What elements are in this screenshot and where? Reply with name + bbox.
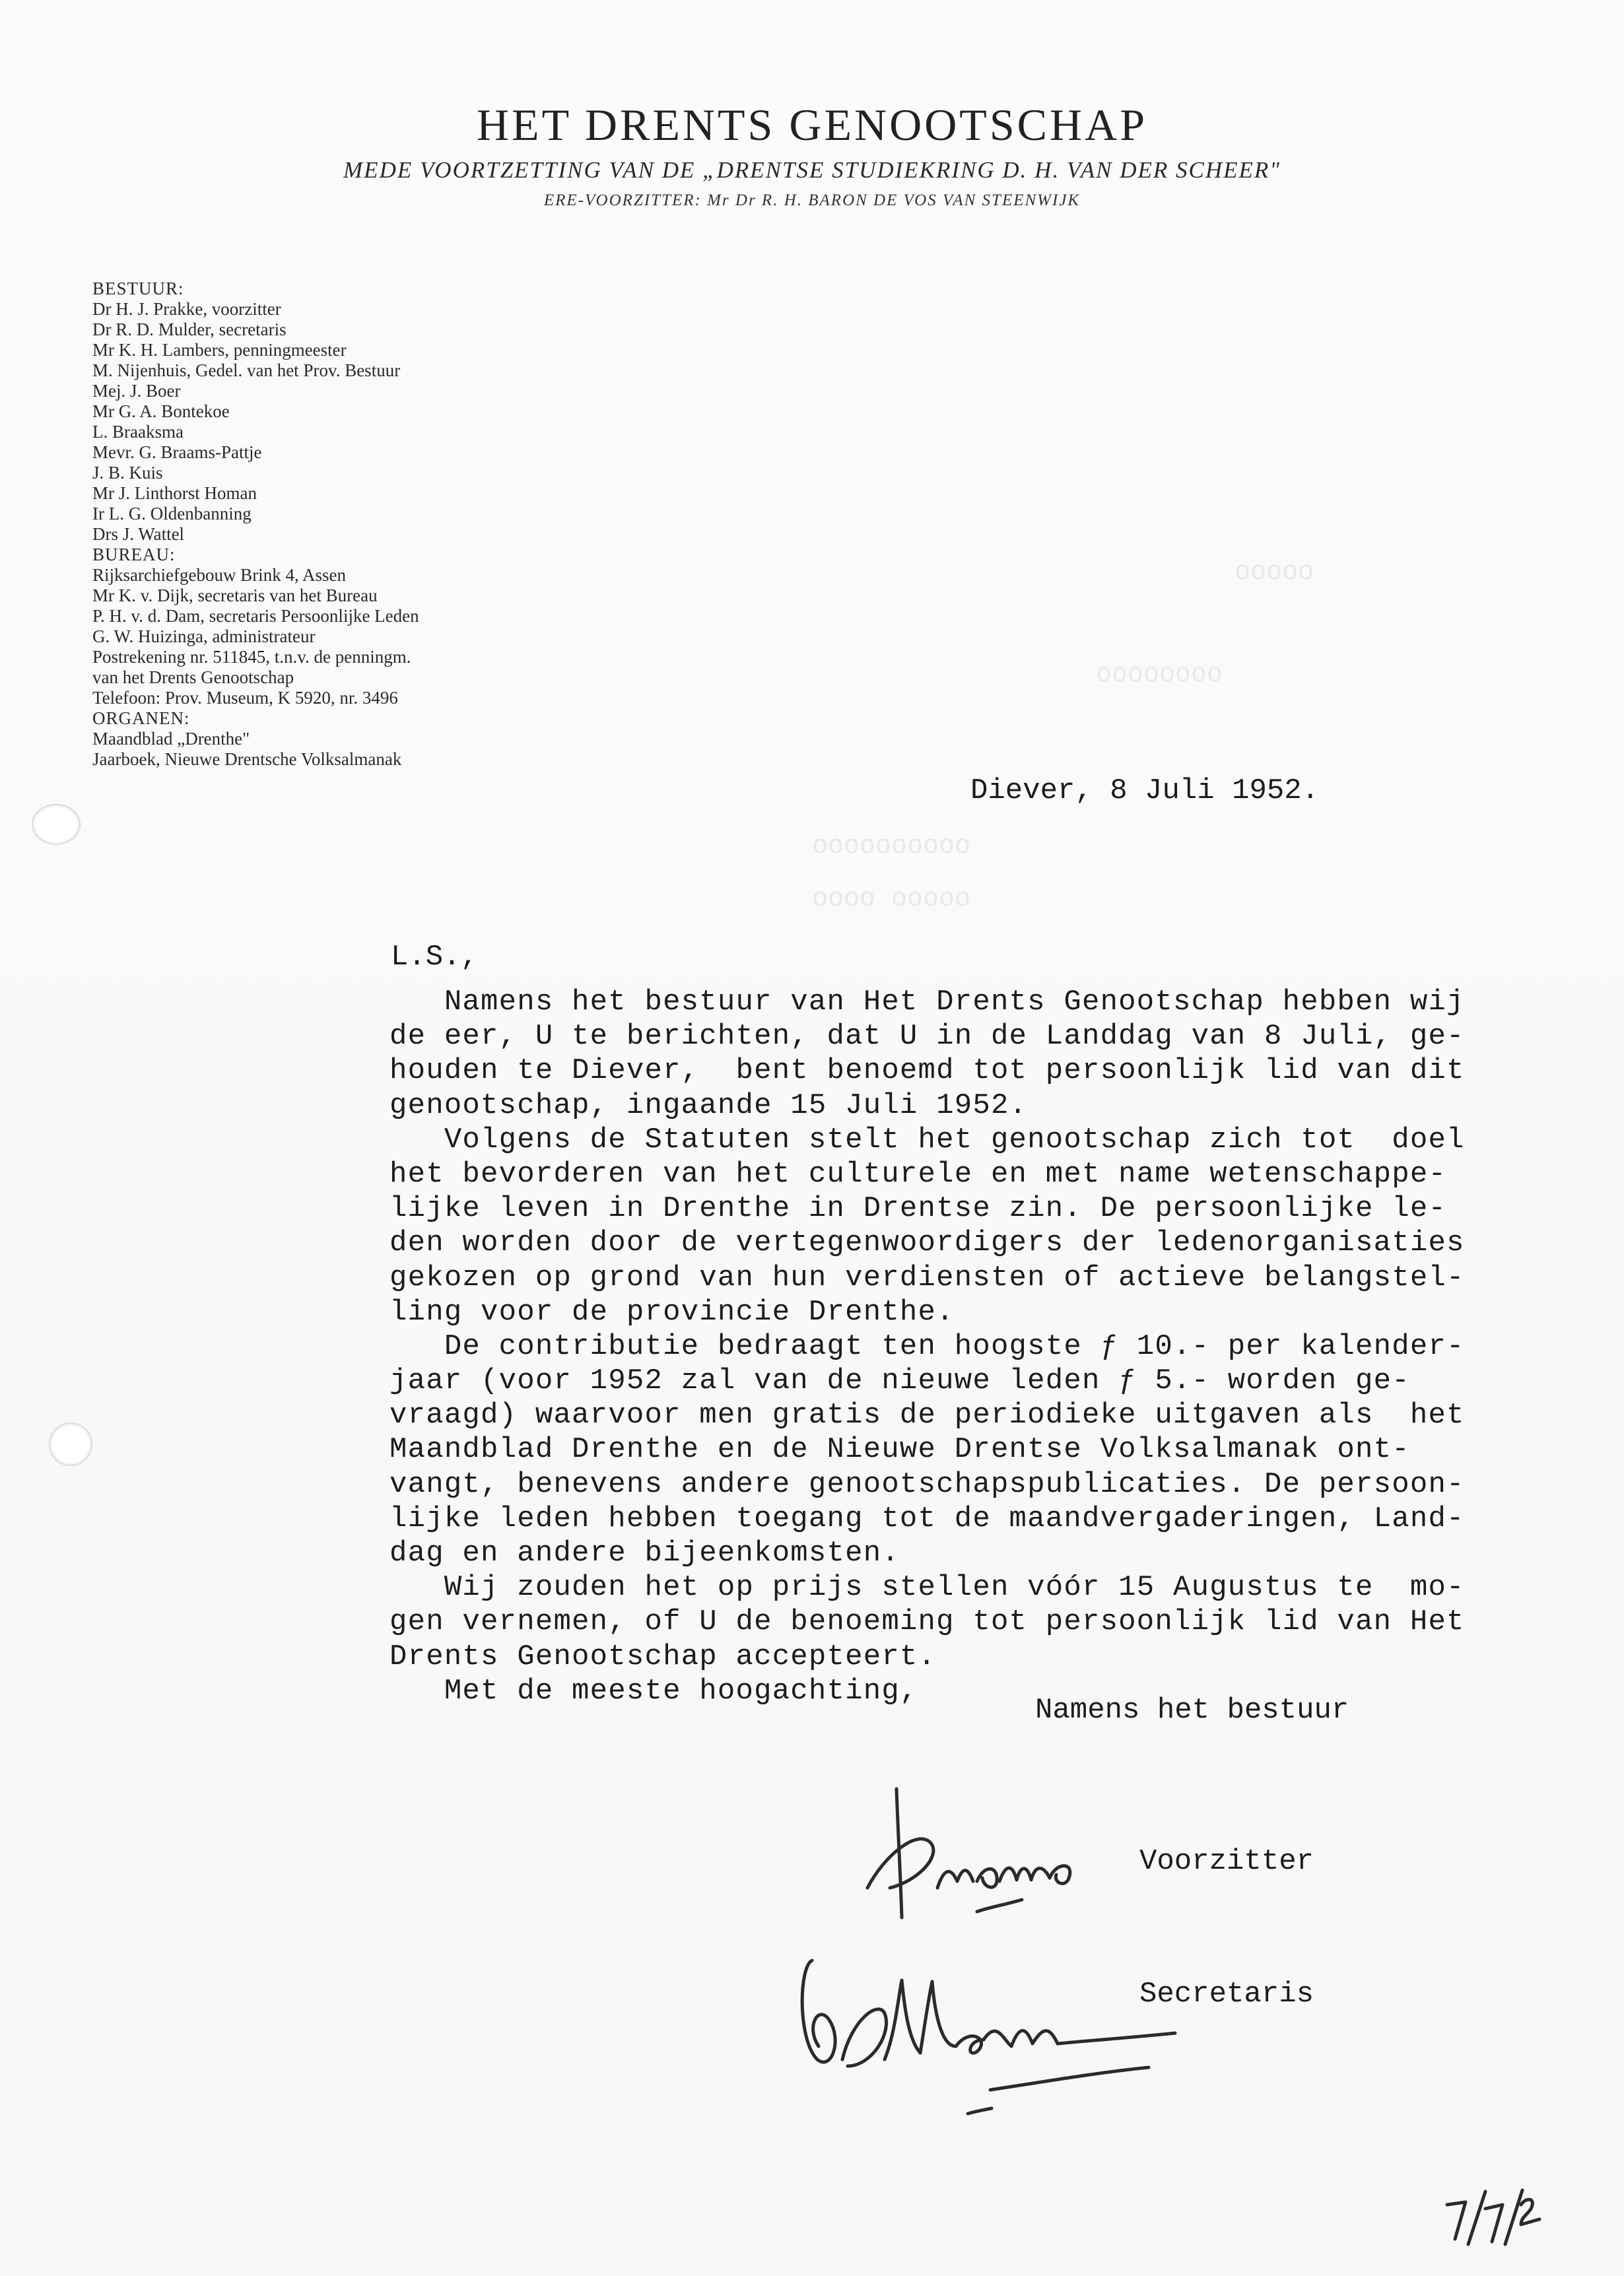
letterhead-subtitle: MEDE VOORTZETTING VAN DE „DRENTSE STUDIEKRING D. H. VAN DER SCHEER" xyxy=(343,157,1281,183)
body-line: jaar (voor 1952 zal van de nieuwe leden ƒ 5.- worden ge- xyxy=(389,1364,1410,1398)
body-line: vangt, benevens andere genootschapspublicaties. De persoon- xyxy=(389,1467,1465,1501)
bureau-line: Rijksarchiefgebouw Brink 4, Assen xyxy=(92,565,346,585)
secretary-signature xyxy=(779,1941,1201,2132)
letterhead-title: HET DRENTS GENOOTSCHAP xyxy=(476,100,1148,150)
corner-date-note xyxy=(1439,2178,1551,2258)
letter-closing: Namens het bestuur xyxy=(1035,1694,1349,1727)
body-line: Namens het bestuur van Het Drents Genootschap hebben wij xyxy=(389,986,1465,1019)
body-line: vraagd) waarvoor men gratis de periodieke uitgaven als het xyxy=(389,1399,1465,1432)
body-line: lijke leven in Drenthe in Drentse zin. De persoonlijke le- xyxy=(389,1192,1447,1226)
bureau-line: van het Drents Genootschap xyxy=(92,667,294,687)
bestuur-member: M. Nijenhuis, Gedel. van het Prov. Bestuur xyxy=(92,360,401,380)
show-through-text: oooooooooo xyxy=(812,832,971,861)
body-line: Maandblad Drenthe en de Nieuwe Drentse Volksalmanak ont- xyxy=(389,1433,1410,1467)
body-line: Drents Genootschap accepteert. xyxy=(389,1640,937,1673)
bestuur-member: J. B. Kuis xyxy=(92,463,163,483)
punch-hole xyxy=(49,1422,92,1466)
body-line: genootschap, ingaande 15 Juli 1952. xyxy=(389,1088,1028,1122)
bureau-heading: BUREAU: xyxy=(92,545,176,564)
bureau-line: Postrekening nr. 511845, t.n.v. de penningm. xyxy=(92,647,411,667)
show-through-text: ooooo xyxy=(1235,558,1314,587)
organen-line: Jaarboek, Nieuwe Drentsche Volksalmanak xyxy=(92,749,402,769)
body-line: ling voor de provincie Drenthe. xyxy=(389,1295,955,1329)
body-line: houden te Diever, bent benoemd tot persoonlijk lid van dit xyxy=(389,1054,1465,1088)
chair-signature xyxy=(858,1782,1109,1934)
bestuur-heading: BESTUUR: xyxy=(92,279,184,298)
letterhead-honorary-chair: ERE-VOORZITTER: Mr Dr R. H. BARON DE VOS VAN STEENWIJK xyxy=(543,191,1081,209)
show-through-text: oooo ooooo xyxy=(812,885,971,914)
letterhead-sidebar xyxy=(92,279,621,770)
body-line: gekozen op grond van hun verdiensten of actieve belangstel- xyxy=(389,1261,1465,1294)
bestuur-member: L. Braaksma xyxy=(92,422,184,442)
body-line: Volgens de Statuten stelt het genootschap zich tot doel xyxy=(389,1123,1465,1156)
organen-line: Maandblad „Drenthe" xyxy=(92,729,250,749)
letter-body xyxy=(389,985,1465,1708)
bestuur-member: Mevr. G. Braams-Pattje xyxy=(92,442,262,462)
bestuur-member: Drs J. Wattel xyxy=(92,524,185,544)
body-line: dag en andere bijeenkomsten. xyxy=(389,1537,900,1570)
show-through-text: oooooooo xyxy=(1096,660,1223,690)
bestuur-member: Ir L. G. Oldenbanning xyxy=(92,504,252,523)
body-line: gen vernemen, of U de benoeming tot persoonlijk lid van Het xyxy=(389,1605,1465,1639)
bestuur-member: Mr K. H. Lambers, penningmeester xyxy=(92,340,347,360)
punch-hole xyxy=(32,804,81,845)
body-line: het bevorderen van het culturele en met name wetenschappe- xyxy=(389,1157,1447,1191)
bestuur-member: Dr R. D. Mulder, secretaris xyxy=(92,319,287,339)
body-line: den worden door de vertegenwoordigers der ledenorganisaties xyxy=(389,1226,1465,1260)
role-secretary: Secretaris xyxy=(1139,1978,1314,2011)
bestuur-member: Mej. J. Boer xyxy=(92,381,181,401)
letter-salutation: L.S., xyxy=(391,941,479,974)
bureau-line: Mr K. v. Dijk, secretaris van het Bureau xyxy=(92,586,378,605)
organen-heading: ORGANEN: xyxy=(92,708,190,728)
bureau-line: G. W. Huizinga, administrateur xyxy=(92,626,316,646)
body-line: De contributie bedraagt ten hoogste ƒ 10.- per kalender- xyxy=(389,1329,1465,1363)
bureau-line: P. H. v. d. Dam, secretaris Persoonlijke Leden xyxy=(92,606,419,626)
letter-date: Diever, 8 Juli 1952. xyxy=(970,774,1320,807)
bestuur-member: Mr J. Linthorst Homan xyxy=(92,483,257,503)
role-chair: Voorzitter xyxy=(1139,1845,1314,1878)
body-line: Met de meeste hoogachting, xyxy=(389,1674,918,1708)
body-line: de eer, U te berichten, dat U in de Landdag van 8 Juli, ge- xyxy=(389,1020,1465,1054)
bureau-line: Telefoon: Prov. Museum, K 5920, nr. 3496 xyxy=(92,688,398,708)
bestuur-member: Mr G. A. Bontekoe xyxy=(92,401,230,421)
bestuur-member: Dr H. J. Prakke, voorzitter xyxy=(92,299,281,319)
body-line: lijke leden hebben toegang tot de maandvergaderingen, Land- xyxy=(389,1502,1465,1535)
body-line: Wij zouden het op prijs stellen vóór 15 Augustus te mo- xyxy=(389,1571,1465,1605)
